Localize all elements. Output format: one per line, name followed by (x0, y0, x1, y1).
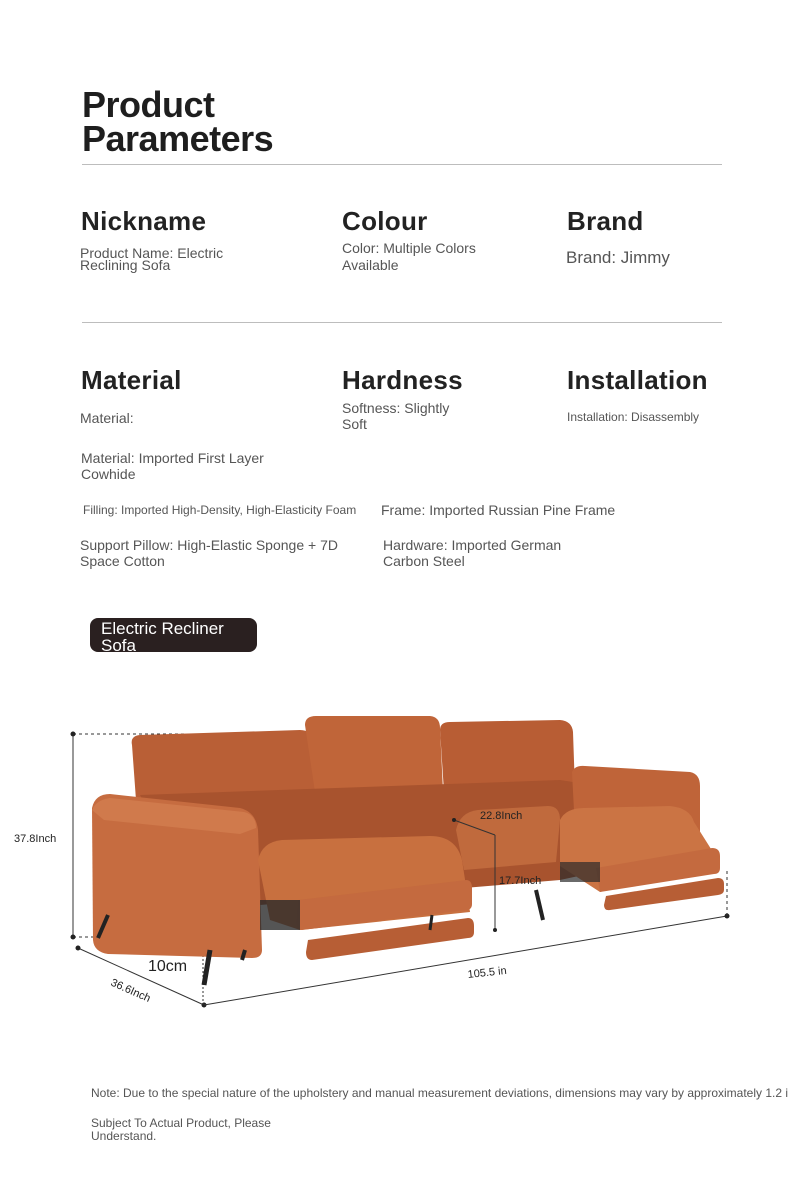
depth-start-dot (76, 946, 81, 951)
leg-height-label: 10cm (148, 958, 188, 975)
nickname-text (80, 245, 223, 273)
frame-text: Frame: Imported Russian Pine Frame (381, 502, 616, 518)
hardness-text (342, 400, 449, 432)
hardness-line1: Softness: Slightly (342, 400, 450, 416)
section-divider (82, 322, 722, 323)
colour-line1: Color: Multiple Colors (342, 240, 476, 256)
sofa-leg-center (430, 915, 432, 930)
seat-depth-dot (452, 818, 456, 822)
hardware-spec-text (383, 537, 561, 569)
length-label: 105.5 in (467, 964, 508, 981)
material-line1: Material: Imported First Layer (81, 450, 264, 466)
page-title-line1: Product (82, 84, 215, 125)
left-mechanism (260, 900, 300, 930)
support-pillow-line2: Space Cotton (80, 553, 165, 569)
installation-text: Installation: Disassembly (567, 410, 700, 424)
colour-line2: Available (342, 257, 399, 273)
filling-text: Filling: Imported High-Density, High-Elasticity Foam (83, 503, 357, 517)
page-title (82, 84, 274, 159)
material-label: Material: (80, 410, 134, 426)
installation-heading: Installation (567, 365, 708, 395)
hardness-heading: Hardness (342, 365, 463, 395)
sofa-dimension-diagram (0, 690, 790, 1030)
nickname-line1: Product Name: Electric (80, 245, 224, 261)
hardness-line2: Soft (342, 416, 367, 432)
height-bottom-dot (71, 935, 76, 940)
hardware-spec-line2: Carbon Steel (383, 553, 465, 569)
product-badge (90, 618, 257, 655)
support-pillow-line1: Support Pillow: High-Elastic Sponge + 7D (80, 537, 338, 553)
material-detail (81, 450, 264, 482)
right-mechanism (560, 862, 600, 882)
brand-text: Brand: Jimmy (566, 248, 670, 267)
sofa-leg-middle (536, 890, 543, 920)
seat-height-label: 17.7Inch (499, 875, 542, 887)
depth-label: 36.6Inch (108, 976, 153, 1005)
disclaimer-note (91, 1117, 271, 1143)
left-back-cushion (132, 730, 318, 800)
badge-line1: Electric Recliner (101, 619, 224, 638)
hardware-spec-line1: Hardware: Imported German (383, 537, 562, 553)
nickname-line2: Reclining Sofa (80, 257, 171, 273)
support-pillow-text (80, 537, 338, 569)
material-line2: Cowhide (81, 466, 136, 482)
height-label: 37.8Inch (14, 833, 57, 845)
material-heading: Material (81, 365, 182, 395)
badge-line2: Sofa (101, 636, 136, 655)
brand-heading: Brand (567, 206, 644, 236)
colour-text (342, 240, 476, 273)
title-divider (82, 164, 722, 165)
disclaimer-line2: Understand. (91, 1129, 157, 1143)
disclaimer-line1: Subject To Actual Product, Please (91, 1116, 271, 1130)
measurement-note: Note: Due to the special nature of the upholstery and manual measurement deviations, dimensions may vary by approximately 1.2 i (91, 1087, 789, 1100)
colour-heading: Colour (342, 206, 428, 236)
height-top-dot (71, 732, 76, 737)
seat-height-dot (493, 928, 497, 932)
page-title-line2: Parameters (82, 118, 274, 159)
nickname-heading: Nickname (81, 206, 207, 236)
seat-depth-label: 22.8Inch (480, 810, 523, 822)
